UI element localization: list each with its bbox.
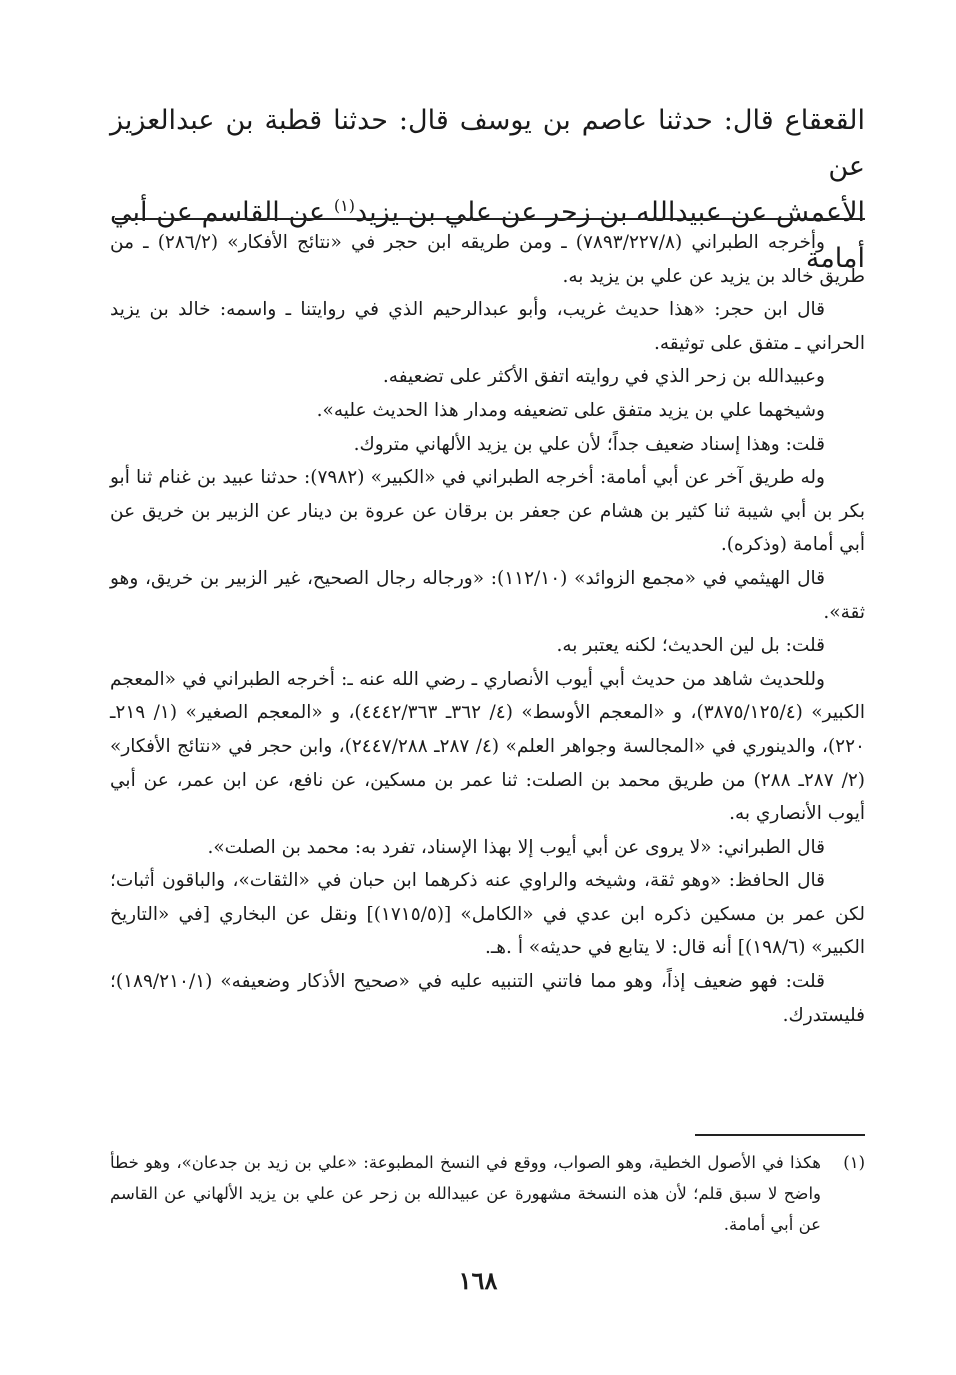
commentary-section	[110, 226, 865, 1032]
commentary-paragraph: قلت: فهو ضعيف إذاً، وهو مما فاتني التنبيه عليه في «صحيح الأذكار وضعيفه» (١٨٩/٢١٠/١)؛ فليستدرك.	[110, 971, 865, 1026]
commentary-paragraph: قال الطبراني: «لا يروى عن أبي أيوب إلا بهذا الإسناد، تفرد به: محمد بن الصلت».	[207, 836, 825, 858]
commentary-paragraph: وشيخهما علي بن يزيد متفق على تضعيفه ومدار هذا الحديث عليه».	[316, 399, 825, 421]
footnote-divider	[695, 1134, 865, 1136]
main-text-segment: الأعمش عن عبيدالله بن زحر عن علي بن يزيد	[354, 197, 865, 228]
commentary-paragraph: وأخرجه الطبراني (٧٨٩٣/٢٢٧/٨) ـ ومن طريقه ابن حجر في «نتائج الأفكار» (٢٨٦/٢) ـ من طريق خالد بن يزيد عن علي بن يزيد به.	[110, 232, 865, 287]
commentary-paragraph: قال ابن حجر: «هذا حديث غريب، وأبو عبدالرحيم الذي في روايتنا ـ واسمه: خالد بن يزيد الحراني ـ متفق على توثيقه.	[110, 299, 865, 354]
commentary-paragraph: وللحديث شاهد من حديث أبي أيوب الأنصاري ـ رضي الله عنه ـ: أخرجه الطبراني في «المعجم الكبير» (٣٨٧٥/١٢٥/٤)، و «المعجم الأوسط» (٤/ ٣٦٢ـ ٤٤٤٢/٣٦٣)، و «المعجم الصغير» (١/ ٢١٩ـ ٢٢٠)، والدينوري في «المجالسة وجواهر العلم» (٤/ ٢٨٧ـ ٢٤٤٧/٢٨٨)، وابن حجر في «نتائج الأفكار» (٢/ ٢٨٧ـ ٢٨٨) من طريق محمد بن الصلت: ثنا عمر بن مسكين، عن نافع، عن ابن عمر، عن أبي أيوب الأنصاري به.	[110, 668, 865, 825]
footnote-text: هكذا في الأصول الخطية، وهو الصواب، ووقع في النسخ المطبوعة: «علي بن زيد بن جدعان»، وهو خطأ واضح لا سبق قلم؛ لأن هذه النسخة مشهورة عن عبيدالله بن زحر عن علي بن يزيد الألهاني عن القاسم عن أبي أمامة.	[110, 1153, 821, 1234]
main-text-line: القعقاع قال: حدثنا عاصم بن يوسف قال: حدثنا قطبة بن عبدالعزيز عن	[110, 105, 865, 182]
commentary-paragraph: قلت: بل لين الحديث؛ لكنه يعتبر به.	[556, 635, 825, 657]
commentary-paragraph: وعبيدالله بن زحر الذي في روايته اتفق الأكثر على تضعيفه.	[382, 366, 825, 388]
commentary-divider	[115, 218, 865, 220]
footnote-number: (١)	[843, 1153, 865, 1172]
footnote-reference[interactable]: (١)	[333, 196, 355, 215]
commentary-paragraph: قال الهيثمي في «مجمع الزوائد» (١١٢/١٠): «ورجاله رجال الصحيح، غير الزبير بن خريق، وهو ثقة».	[110, 567, 865, 623]
commentary-paragraph: وله طريق آخر عن أبي أمامة: أخرجه الطبراني في «الكبير» (٧٩٨٢): حدثنا عبيد بن غنام ثنا أبو بكر بن أبي شيبة ثنا كثير بن هشام عن جعفر بن برقان عن عروة بن دينار عن الزبير بن خريق عن أبي أمامة (وذكره).	[110, 467, 865, 556]
page-number: ١٦٨	[458, 1266, 498, 1295]
footnote-section	[110, 1147, 865, 1240]
footnote-item	[110, 1147, 865, 1240]
commentary-paragraph: قلت: وهذا إسناد ضعيف جداً؛ لأن علي بن يزيد الألهاني متروك.	[353, 433, 825, 455]
commentary-paragraph: قال الحافظ: «وهو ثقة، وشيخه والراوي عنه ذكرهما ابن حبان في «الثقات»، والباقون أثبات؛ لكن عمر بن مسكين ذكره ابن عدي في «الكامل» [(١٧١٥/٥)] ونقل عن البخاري [في «التاريخ الكبير» (١٩٨/٦)] أنه قال: لا يتابع في حديثه» أ .هـ.	[110, 870, 865, 959]
main-text-segment: عن القاسم عن أبي أمامة	[110, 197, 865, 274]
